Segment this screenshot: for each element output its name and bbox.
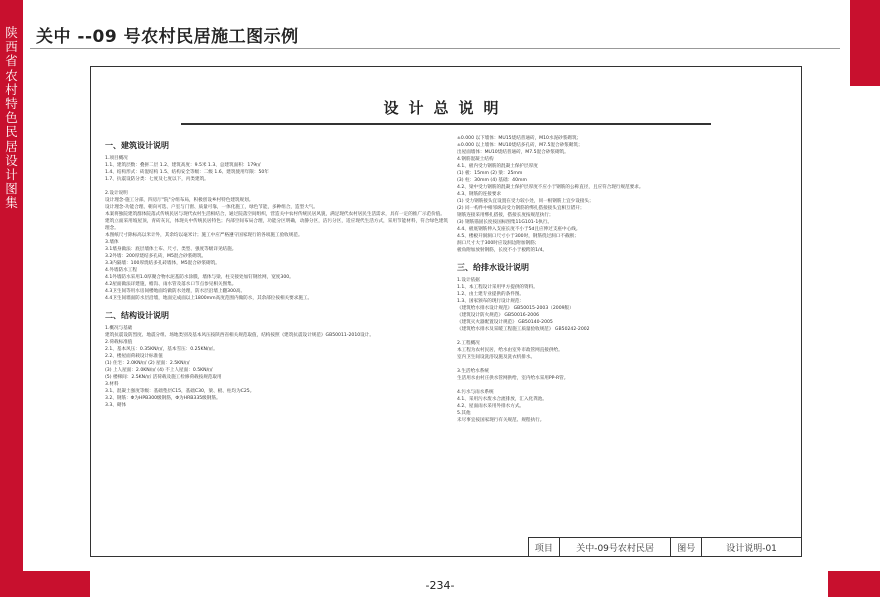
text-line: 3.墙体: [105, 240, 119, 245]
sidebar-title: 陕西省农村特色民居设计图集: [5, 25, 18, 211]
text-line: 3.生活给水系统: [457, 369, 489, 374]
text-line: 1.1、本工程设计采用甲方提供的资料。: [457, 285, 538, 290]
text-line: 4.污水与雨水系统: [457, 390, 494, 395]
text-line: 4.2、屋面雨水采用外排水方式。: [457, 404, 525, 409]
left-column: [105, 135, 448, 409]
text-line: 建筑抗震设防烈度、地震分组、场地类别及基本风压按陕西省相关规范取值，结构按照《建筑抗震设计规范》GB50011-2010设计。: [105, 333, 374, 338]
text-line: 4.2屋面做法详建施，檐沟、雨水管及落水口节点参见相关图集。: [105, 282, 237, 287]
text-line: 本工程为农村民居，给水由室外市政管网直接供给。: [457, 348, 563, 353]
text-line: (1) 受力钢筋接头宜设置在受力较小处，同一根钢筋上宜少设接头；: [457, 199, 594, 204]
text-line: 本图纸尺寸除标高以米计外，其余均以毫米计；施工中应严格遵守国家现行的各项施工验收规范。: [105, 233, 303, 238]
text-line: 3.3、砌体: [105, 403, 127, 408]
text-line: 设计理念-功能合理、朝向可选、户室与门窗、质量可靠，一体化施工，绿色节能，多种组合，造型大气。: [105, 205, 318, 210]
text-line: 钢筋连接采用绑扎搭接，搭接长度按规范执行；: [457, 213, 554, 218]
sheet-title-rule: [181, 123, 711, 125]
text-line: 4.5、楼板开洞洞口尺寸小于300时，钢筋绕过洞口不截断；: [457, 234, 579, 239]
text-line: (3) 上人屋面：2.0KN/㎡ (4) 不上人屋面：0.5KN/㎡: [105, 368, 213, 373]
text-line: 《建筑给水排水及采暖工程施工质量验收规范》 GB50242-2002: [457, 327, 590, 332]
text-line: 1.项目概况: [105, 156, 128, 161]
text-line: ±0.000 以上墙体：MU10烧结多孔砖，M7.5混合砂浆砌筑；: [457, 143, 583, 148]
text-line: 4.3卫生间等用水房间楼地面均做防水处理，防水层沿墙上翻300高。: [105, 289, 246, 294]
text-line: 4.4卫生间墙面防水层沿墙，地面完成面以上1800mm高度范围内做防水，其余部位按相关要求施工。: [105, 296, 313, 301]
text-line: 4.钢筋混凝土结构: [457, 157, 494, 162]
text-line: 建筑立面采用坡屋顶，青砖灰瓦，体现关中传统民居特色；内部空间布局合理，功能分区明确，动静分区，洁污分区，适应现代生活方式，采用节能材料，符合绿色建筑理念。: [105, 219, 448, 231]
text-line: 3.2外墙：200厚烧结多孔砖，M5混合砂浆砌筑。: [105, 254, 207, 259]
text-line: 板角附加放射钢筋，长度不小于板跨的1/4。: [457, 248, 548, 253]
text-line: [105, 183, 448, 190]
text-line: 3.1、混凝土强度等级：基础垫层C15，基础C30，梁、板、柱均为C25。: [105, 389, 255, 394]
page-number: -234-: [425, 579, 455, 592]
text-line: 洞口尺寸大于300时应设洞边附加钢筋；: [457, 241, 540, 246]
text-line: 《建筑灭火器配置设计规范》 GB50140-2005: [457, 320, 553, 325]
text-line: (1) 住宅：2.0KN/㎡ (2) 屋面：2.5KN/㎡: [105, 361, 190, 366]
text-line: 未尽事宜按国家现行有关规范、规程执行。: [457, 418, 545, 423]
text-line: 4.1、板内受力钢筋的混凝土保护层厚度: [457, 164, 538, 169]
text-line: 5.其他: [457, 411, 471, 416]
page-title: 关中 --09 号农村民居施工图示例: [36, 27, 299, 47]
text-line: 4.外墙防水工程: [105, 268, 137, 273]
structure-body: [105, 325, 448, 409]
text-line: 2.1、基本风压：0.35KN/㎡，基本雪压：0.25KN/㎡。: [105, 347, 218, 352]
header-divider: [30, 48, 840, 49]
architecture-body: [105, 155, 448, 302]
text-line: 生活用水由村庄供水管网供给，室内给水采用PP-R管。: [457, 376, 569, 381]
text-line: 3.1墙身做法：底层墙体土布、尺寸、类型、强度等级详见结施。: [105, 247, 237, 252]
plumbing-heading: 三、给排水设计说明: [457, 263, 529, 272]
text-line: 《建筑给水排水设计规范》 GB50015-2003（2009版）: [457, 306, 574, 311]
text-line: [457, 361, 787, 368]
text-line: 1.7、抗震设防分类：七度及七度以下，丙类建筑。: [105, 177, 209, 182]
drawing-sheet: [90, 66, 802, 557]
structure-continued-body: [457, 135, 787, 254]
text-line: 2.工程概况: [457, 341, 480, 346]
text-line: (5) 楼梯间：2.5KN/㎡ 活荷载及施工检修荷载按规范取用: [105, 375, 222, 380]
structure-heading: 二、结构设计说明: [105, 311, 169, 320]
text-line: 4.4、板底钢筋伸入支座长度不小于5d且应伸过支座中心线。: [457, 227, 581, 232]
text-line: 2.荷载标准值: [105, 340, 133, 345]
text-line: 《建筑设计防火规范》 GB50016-2006: [457, 313, 540, 318]
text-line: ±0.000 以下墙体：MU15烧结普通砖，M10水泥砂浆砌筑；: [457, 136, 582, 141]
text-line: [457, 333, 787, 340]
text-line: 2.2、楼屋面荷载设计标准值: [105, 354, 163, 359]
text-line: 1.1、建筑层数：叠拼二层 1.2、建筑高度：9.5米 1.3、总建筑面积：179㎡: [105, 163, 261, 168]
drawing-number-value: 设计说明-01: [726, 543, 777, 554]
right-column: [457, 135, 787, 424]
text-line: 4.1外墙防水采用1.0厚聚合物水泥基防水涂膜，墙体与梁、柱交接处加钉钢丝网，宽度300。: [105, 275, 294, 280]
text-line: 4.3、钢筋的连接要求: [457, 192, 502, 197]
text-line: (3) 钢筋锚固长度按国标图集11G101-1执行。: [457, 220, 553, 225]
text-line: 室内卫生间设洗浴设施及洗衣机排水。: [457, 355, 536, 360]
project-label: 项目: [529, 538, 560, 556]
sidebar-band: [0, 0, 23, 597]
text-line: 1.2、由土建专业提供的条件图。: [457, 292, 525, 297]
text-line: 1.概况与基础: [105, 326, 133, 331]
architecture-heading: 一、建筑设计说明: [105, 141, 169, 150]
corner-accent: [850, 0, 880, 86]
text-line: 1.设计依据: [457, 278, 480, 283]
text-line: 出屋面墙体：MU10烧结普通砖，M7.5混合砂浆砌筑。: [457, 150, 569, 155]
text-line: 1.3、国家颁布的现行设计规范：: [457, 299, 525, 304]
text-line: 3.3内隔墙：100厚烧结多孔砖墙体，M5混合砂浆砌筑。: [105, 261, 220, 266]
plumbing-body: [457, 277, 787, 424]
text-line: 3.材料: [105, 382, 119, 387]
text-line: (2) 同一构件中相邻纵向受力钢筋的绑扎搭接接头宜相互错开；: [457, 206, 585, 211]
sheet-title: 设计总说明: [383, 99, 509, 117]
text-line: 4.1、采用污水废水合流排放，汇入化粪池。: [457, 397, 547, 402]
text-line: [457, 382, 787, 389]
text-line: 2.设计说明: [105, 191, 128, 196]
text-line: 1.4、结构形式：砖混结构 1.5、结构安全等级：二级 1.6、建筑使用年限：50年: [105, 170, 269, 175]
text-line: 设计理念-施工分部，四房厅"院"分组布局，积极创设乡村特色建筑规划。: [105, 198, 254, 203]
title-block: [528, 537, 801, 556]
text-line: 本案将独院建筑群体院落式传统民居与现代农村生活相结合，通过院落空间组织，营造关中农村传统民居风貌，满足现代农村居民生活需求，具有一定的推广示范价值。: [105, 212, 445, 217]
project-value: 关中-09号农村民居: [560, 538, 672, 556]
drawing-number-label: 图号: [671, 538, 702, 556]
text-line: (3) 柱：30mm (4) 基础：40mm: [457, 178, 527, 183]
text-line: 3.2、钢筋：Φ为HPB300级钢筋，Φ为HRB335级钢筋。: [105, 396, 221, 401]
text-line: (1) 板：15mm (2) 梁：25mm: [457, 171, 523, 176]
text-line: 4.2、梁中受力钢筋的混凝土保护层厚度不应小于钢筋的公称直径，且应符合现行规范要求。: [457, 185, 644, 190]
